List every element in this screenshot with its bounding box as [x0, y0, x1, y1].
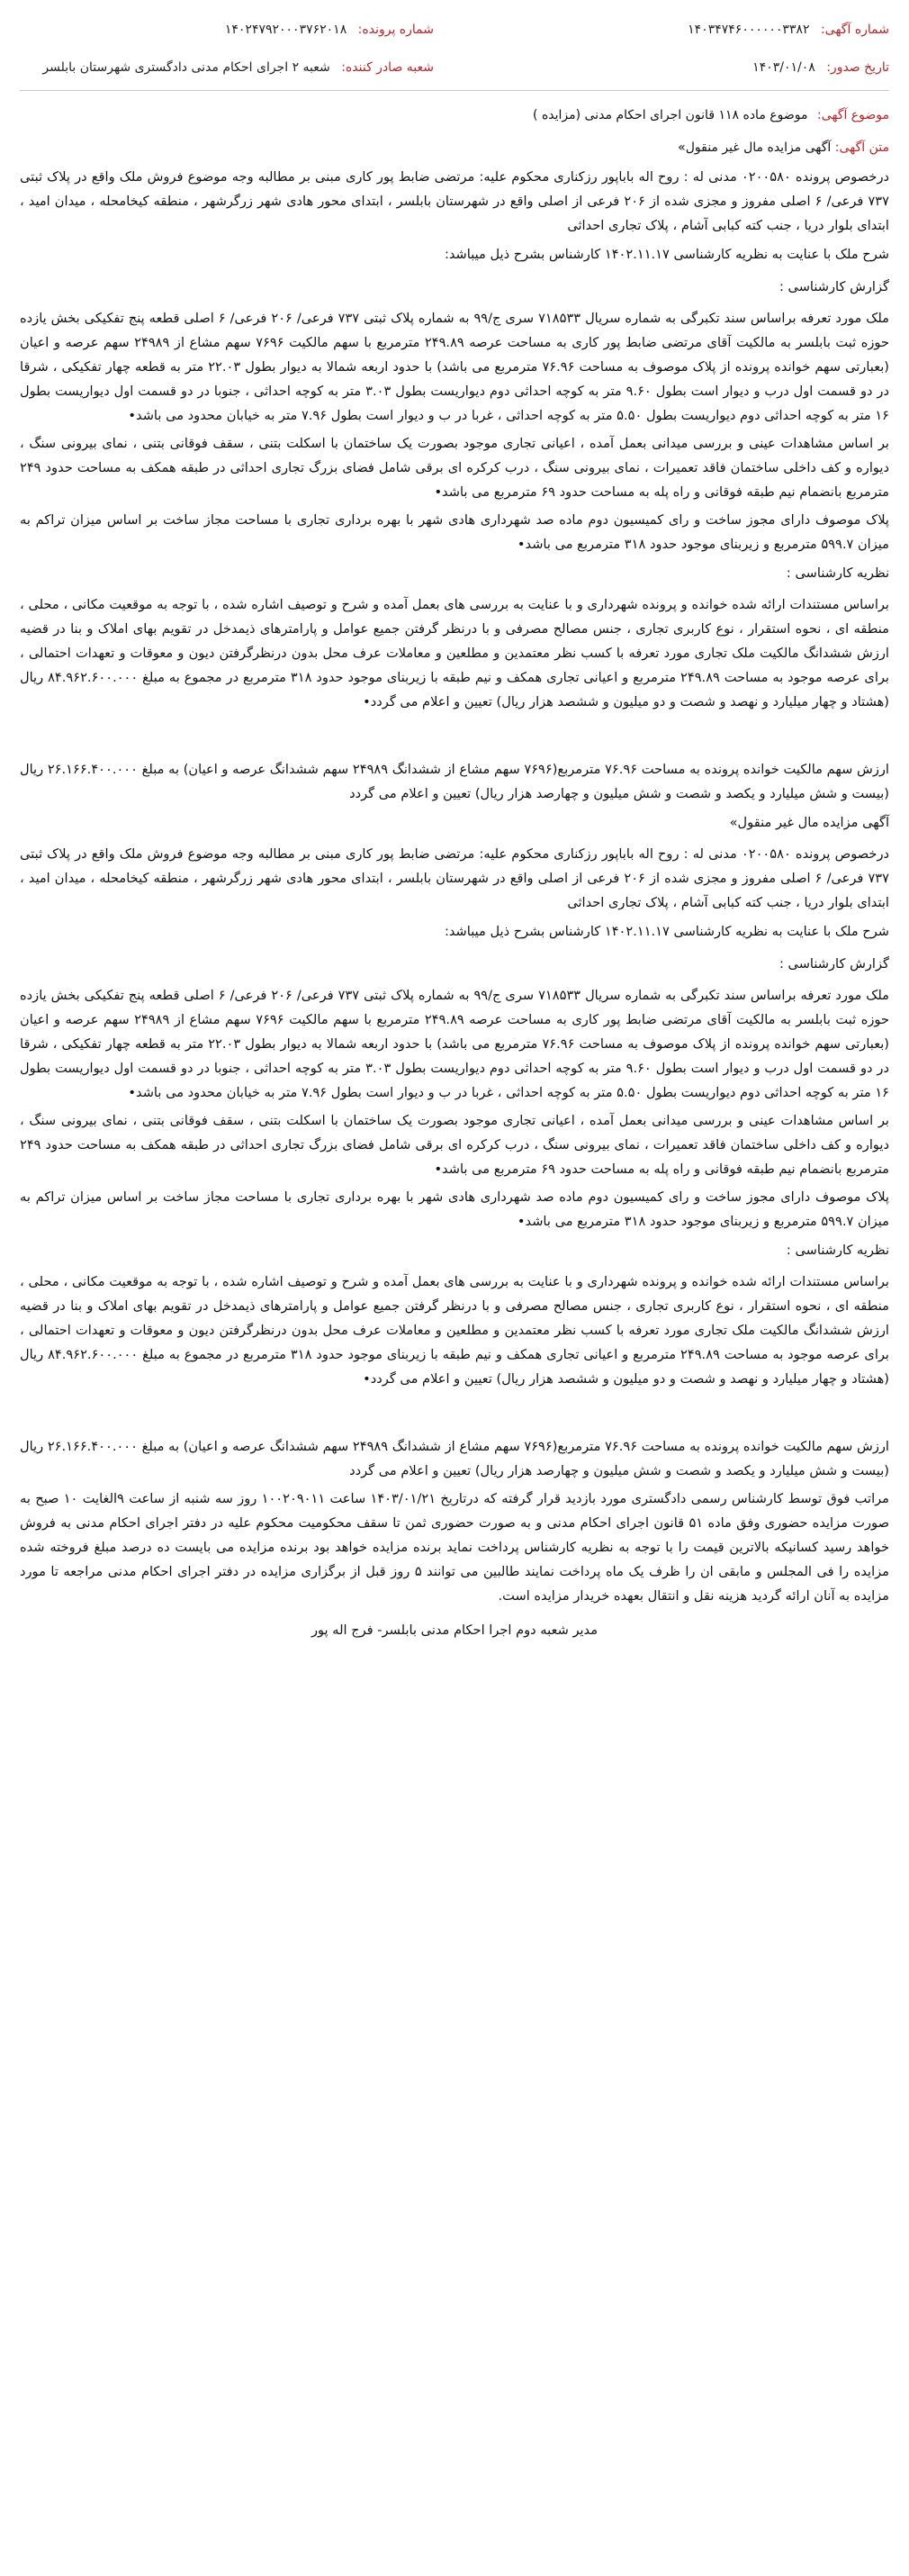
report-paragraph-2-repeat: بر اساس مشاهدات عینی و بررسی میدانی بعمل آمده ، اعیانی تجاری موجود بصورت یک ساختمان با اسکلت بتنی ، سقف فوقانی بتنی ، نمای بیرونی سنگ ، دیواره و کف داخلی ساختمان فاقد تعمیرات ، نمای بیرونی سنگ ، درب کرکره ای برقی شامل فضای بزرگ تجاری احداثی در طبقه همکف به مساحت حدود ۲۴۹ مترمربع بانضمام نیم طبقه فوقانی و راه پله به مساحت حدود ۶۹ مترمربع می باشد•	[20, 1113, 889, 1177]
spacer	[20, 718, 889, 757]
case-number: ۱۴۰۲۴۷۹۲۰۰۰۳۷۶۲۰۱۸	[224, 23, 347, 37]
issue-date-row	[475, 49, 889, 86]
report-paragraph-1-repeat: ملک مورد تعرفه براساس سند تکبرگی به شماره سریال ۷۱۸۵۳۳ سری ج/۹۹ به شماره پلاک ثبتی ۷۳۷ فرعی/ ۲۰۶ فرعی/ ۶ اصلی قطعه پنج تفکیکی بخش یازده حوزه ثبت بابلسر به مالکیت آقای مرتضی ضابط پور کاری به مساحت عرصه ۲۴۹.۸۹ مترمربع با سهم مالکیت ۷۶۹۶ سهم مشاع از ۲۴۹۸۹ سهم عرصه و اعیان (بعبارتی سهم خوانده پرونده از پلاک موصوف به مساحت ۷۶.۹۶ مترمربع می باشد) با حدود اربعه شمالا به دیوار بطول ۲۲.۰۳ متر به قطعه چهار تفکیکی ، شرقا در دو قسمت اول درب و دیوار است بطول ۹.۶۰ متر به کوچه احداثی دوم دیواریست بطول ۳.۰۳ متر به کوچه احداثی ، جنوبا در دو قسمت اول دیواریست بطول ۱۶ متر به کوچه احداثی دوم دیواریست بطول ۵.۵۰ متر به کوچه احداثی ، غربا در ب و دیوار است بطول ۷.۹۶ متر به خیابان محدود می باشد•	[20, 988, 889, 1100]
case-intro-repeat: درخصوص پرونده ۰۲۰۰۵۸۰ مدنی له : روح اله باباپور رزکناری محکوم علیه: مرتضی ضابط پور کاری مبنی بر مطالبه وجه موضوع فروش ملک واقع در پلاک ثبتی ۷۳۷ فرعی/ ۶ اصلی مفروز و مجزی شده از ۲۰۶ فرعی از اصلی واقع در شهرستان بابلسر ، ابتدای محور هادی شهر زرگرشهر ، منطقه کیخامحله ، میدان امید ، ابتدای بلوار دریا ، جنب کته کبابی آشام ، پلاک تجاری احداثی	[20, 846, 889, 910]
report-paragraph-3-repeat: پلاک موصوف دارای مجوز ساخت و رای کمیسیون دوم ماده صد شهرداری هادی شهر با بهره برداری تجاری با مساحت مجاز ساخت بر اساس میزان تراکم به میزان ۵۹۹.۷ مترمربع و زیربنای موجود حدود ۳۱۸ مترمربع می باشد•	[20, 1189, 889, 1229]
share-value-paragraph: ارزش سهم مالکیت خوانده پرونده به مساحت ۷۶.۹۶ مترمربع(۷۶۹۶ سهم مشاع از ششدانگ ۲۴۹۸۹ سهم ششدانگ عرصه و اعیان) به مبلغ ۲۶.۱۶۶.۴۰۰.۰۰۰ ریال (بیست و شش میلیارد و یکصد و شصت و شش میلیون و چهارصد هزار ریال) تعیین و اعلام می گردد	[20, 762, 889, 801]
issue-date-label: تاریخ صدور:	[826, 60, 889, 75]
opinion-heading: نظریه کارشناسی :	[786, 565, 889, 581]
opinion-paragraph-repeat: براساس مستندات ارائه شده خوانده و پرونده شهرداری و با عنایت به بررسی های بعمل آمده و شرح و توصیف اشاره شده ، با توجه به موقعیت مکانی ، محلی ، منطقه ای ، نحوه استقرار ، نوع کاربری تجاری ، جنس مصالح مصرفی و با درنظر گرفتن جمیع عوامل و پارامترهای ذیمدخل در تقویم بهای املاک و بنا در قضیه ارزش ششدانگ مالکیت ملک تجاری مورد تعرفه با کسب نظر معتمدین و مطلعین و معاملات عرف محل بدون درنظرگرفتن دیون و معوقات و تعهدات احتمالی ، برای عرصه موجود به مساحت ۲۴۹.۸۹ مترمربع و اعیانی تجاری همکف و نیم طبقه با زیربنای موجود حدود ۳۱۸ مترمربع در مجموع به مبلغ ۸۴.۹۶۲.۶۰۰.۰۰۰ ریال (هشتاد و چهار میلیارد و نهصد و شصت و دو میلیون و ششصد هزار ریال) تعیین و اعلام می گردد•	[20, 1274, 889, 1387]
expert-line: شرح ملک با عنایت به نظریه کارشناسی ۱۴۰۲.۱۱.۱۷ کارشناس بشرح ذیل میباشد:	[444, 247, 889, 262]
report-heading-repeat: گزارش کارشناسی :	[778, 956, 889, 972]
header-divider	[20, 90, 889, 91]
report-heading: گزارش کارشناسی :	[778, 279, 889, 294]
text-label-row	[20, 131, 889, 165]
notice-title-repeat: آگهی مزایده مال غیر منقول»	[729, 815, 889, 830]
issuer: شعبه ۲ اجرای احکام مدنی دادگستری شهرستان بابلسر	[42, 60, 330, 75]
opinion-paragraph: براساس مستندات ارائه شده خوانده و پرونده شهرداری و با عنایت به بررسی های بعمل آمده و شرح و توصیف اشاره شده ، با توجه به موقعیت مکانی ، محلی ، منطقه ای ، نحوه استقرار ، نوع کاربری تجاری ، جنس مصالح مصرفی و با درنظر گرفتن جمیع عوامل و پارامترهای ذیمدخل در تقویم بهای املاک و بنا در قضیه ارزش ششدانگ مالکیت ملک تجاری مورد تعرفه با کسب نظر معتمدین و مطلعین و معاملات عرف محل بدون درنظرگرفتن دیون و معوقات و تعهدات احتمالی ، برای عرصه موجود به مساحت ۲۴۹.۸۹ مترمربع و اعیانی تجاری همکف و نیم طبقه با زیربنای موجود حدود ۳۱۸ مترمربع در مجموع به مبلغ ۸۴.۹۶۲.۶۰۰.۰۰۰ ریال (هشتاد و چهار میلیارد و نهصد و شصت و دو میلیون و ششصد هزار ریال) تعیین و اعلام می گردد•	[20, 597, 889, 710]
subject-label: موضوع آگهی:	[816, 108, 889, 122]
header-col-right	[475, 11, 889, 86]
notice-title: آگهی مزایده مال غیر منقول»	[678, 140, 832, 155]
notice-header	[20, 11, 889, 86]
ad-number-row	[475, 11, 889, 49]
expert-line-repeat: شرح ملک با عنایت به نظریه کارشناسی ۱۴۰۲.۱۱.۱۷ کارشناس بشرح ذیل میباشد:	[444, 924, 889, 939]
opinion-heading-repeat: نظریه کارشناسی :	[786, 1243, 889, 1258]
text-label: متن آگهی:	[834, 140, 889, 155]
report-paragraph-1: ملک مورد تعرفه براساس سند تکبرگی به شماره سریال ۷۱۸۵۳۳ سری ج/۹۹ به شماره پلاک ثبتی ۷۳۷ فرعی/ ۲۰۶ فرعی/ ۶ اصلی قطعه پنج تفکیکی بخش یازده حوزه ثبت بابلسر به مالکیت آقای مرتضی ضابط پور کاری به مساحت عرصه ۲۴۹.۸۹ مترمربع با سهم مالکیت ۷۶۹۶ سهم مشاع از ۲۴۹۸۹ سهم عرصه و اعیان (بعبارتی سهم خوانده پرونده از پلاک موصوف به مساحت ۷۶.۹۶ مترمربع می باشد) با حدود اربعه شمالا به دیوار بطول ۲۲.۰۳ متر به قطعه چهار تفکیکی ، شرقا در دو قسمت اول درب و دیوار است بطول ۹.۶۰ متر به کوچه احداثی دوم دیواریست بطول ۳.۰۳ متر به کوچه احداثی ، جنوبا در دو قسمت اول دیواریست بطول ۱۶ متر به کوچه احداثی دوم دیواریست بطول ۵.۵۰ متر به کوچه احداثی ، غربا در ب و دیوار است بطول ۷.۹۶ متر به خیابان محدود می باشد•	[20, 311, 889, 423]
subject-row	[20, 100, 889, 131]
header-col-left	[20, 11, 434, 86]
auction-terms: مراتب فوق توسط کارشناس رسمی دادگستری مورد بازدید قرار گرفته که درتاریخ ۱۴۰۳/۰۱/۲۱ ساعت ۱۰۰۲۰۹۰۱۱ روز سه شنبه از ساعت ۹الغایت ۱۰ صبح به صورت مزایده حضوری وفق ماده ۵۱ قانون اجرای احکام مدنی و به صورت حضوری ثمن تا سقف محکومیت محکوم علیه در دفتر اجرای احکام مدنی به فروش خواهد رسید کسانیکه بالاترین قیمت را با توجه به نظریه کارشناس پرداخت نماید برنده مزایده خواهد بود برنده مزایده می بایست ده درصد مبلغ فروخته شده مزایده را فی المجلس و مابقی ان را ظرف یک ماه پرداخت نمایند طالبین می توانند ۵ روز قبل از برگزاری مزایده در دفتر اجرای احکام مدنی مراجعه تا مورد مزایده به آنان ارائه گردید هزینه نقل و انتقال بعهده خریدار مزایده است.	[20, 1491, 890, 1604]
issuer-row	[20, 49, 434, 86]
case-number-label: شماره پرونده:	[357, 23, 434, 37]
report-paragraph-3: پلاک موصوف دارای مجوز ساخت و رای کمیسیون دوم ماده صد شهرداری هادی شهر با بهره برداری تجاری با مساحت مجاز ساخت بر اساس میزان تراکم به میزان ۵۹۹.۷ مترمربع و زیربنای موجود حدود ۳۱۸ مترمربع می باشد•	[20, 512, 889, 552]
signature: مدیر شعبه دوم اجرا احکام مدنی بابلسر- فرج اله پور	[310, 1622, 598, 1638]
issuer-label: شعبه صادر کننده:	[341, 60, 434, 75]
issue-date: ۱۴۰۳/۰۱/۰۸	[752, 60, 815, 75]
case-intro: درخصوص پرونده ۰۲۰۰۵۸۰ مدنی له : روح اله باباپور رزکناری محکوم علیه: مرتضی ضابط پور کاری مبنی بر مطالبه وجه موضوع فروش ملک واقع در پلاک ثبتی ۷۳۷ فرعی/ ۶ اصلی مفروز و مجزی شده از ۲۰۶ فرعی از اصلی واقع در شهرستان بابلسر ، ابتدای محور هادی شهر زرگرشهر ، منطقه کیخامحله ، میدان امید ، ابتدای بلوار دریا ، جنب کته کبابی آشام ، پلاک تجاری احداثی	[20, 169, 889, 233]
ad-number-label: شماره آگهی:	[820, 23, 889, 37]
report-paragraph-2: بر اساس مشاهدات عینی و بررسی میدانی بعمل آمده ، اعیانی تجاری موجود بصورت یک ساختمان با اسکلت بتنی ، سقف فوقانی بتنی ، نمای بیرونی سنگ ، دیواره و کف داخلی ساختمان فاقد تعمیرات ، نمای بیرونی سنگ ، درب کرکره ای برقی شامل فضای بزرگ تجاری احداثی در طبقه همکف به مساحت حدود ۲۴۹ مترمربع بانضمام نیم طبقه فوقانی و راه پله به مساحت حدود ۶۹ مترمربع می باشد•	[20, 436, 889, 500]
spacer	[20, 1395, 889, 1434]
case-number-row	[20, 11, 434, 49]
ad-number: ۱۴۰۳۴۷۴۶۰۰۰۰۰۰۳۳۸۲	[688, 23, 810, 37]
share-value-paragraph-repeat: ارزش سهم مالکیت خوانده پرونده به مساحت ۷۶.۹۶ مترمربع(۷۶۹۶ سهم مشاع از ششدانگ ۲۴۹۸۹ سهم ششدانگ عرصه و اعیان) به مبلغ ۲۶.۱۶۶.۴۰۰.۰۰۰ ریال (بیست و شش میلیارد و یکصد و شصت و شش میلیون و چهارصد هزار ریال) تعیین و اعلام می گردد	[20, 1439, 889, 1478]
subject-text: موضوع ماده ۱۱۸ قانون اجرای احکام مدنی (مزایده )	[533, 108, 808, 122]
